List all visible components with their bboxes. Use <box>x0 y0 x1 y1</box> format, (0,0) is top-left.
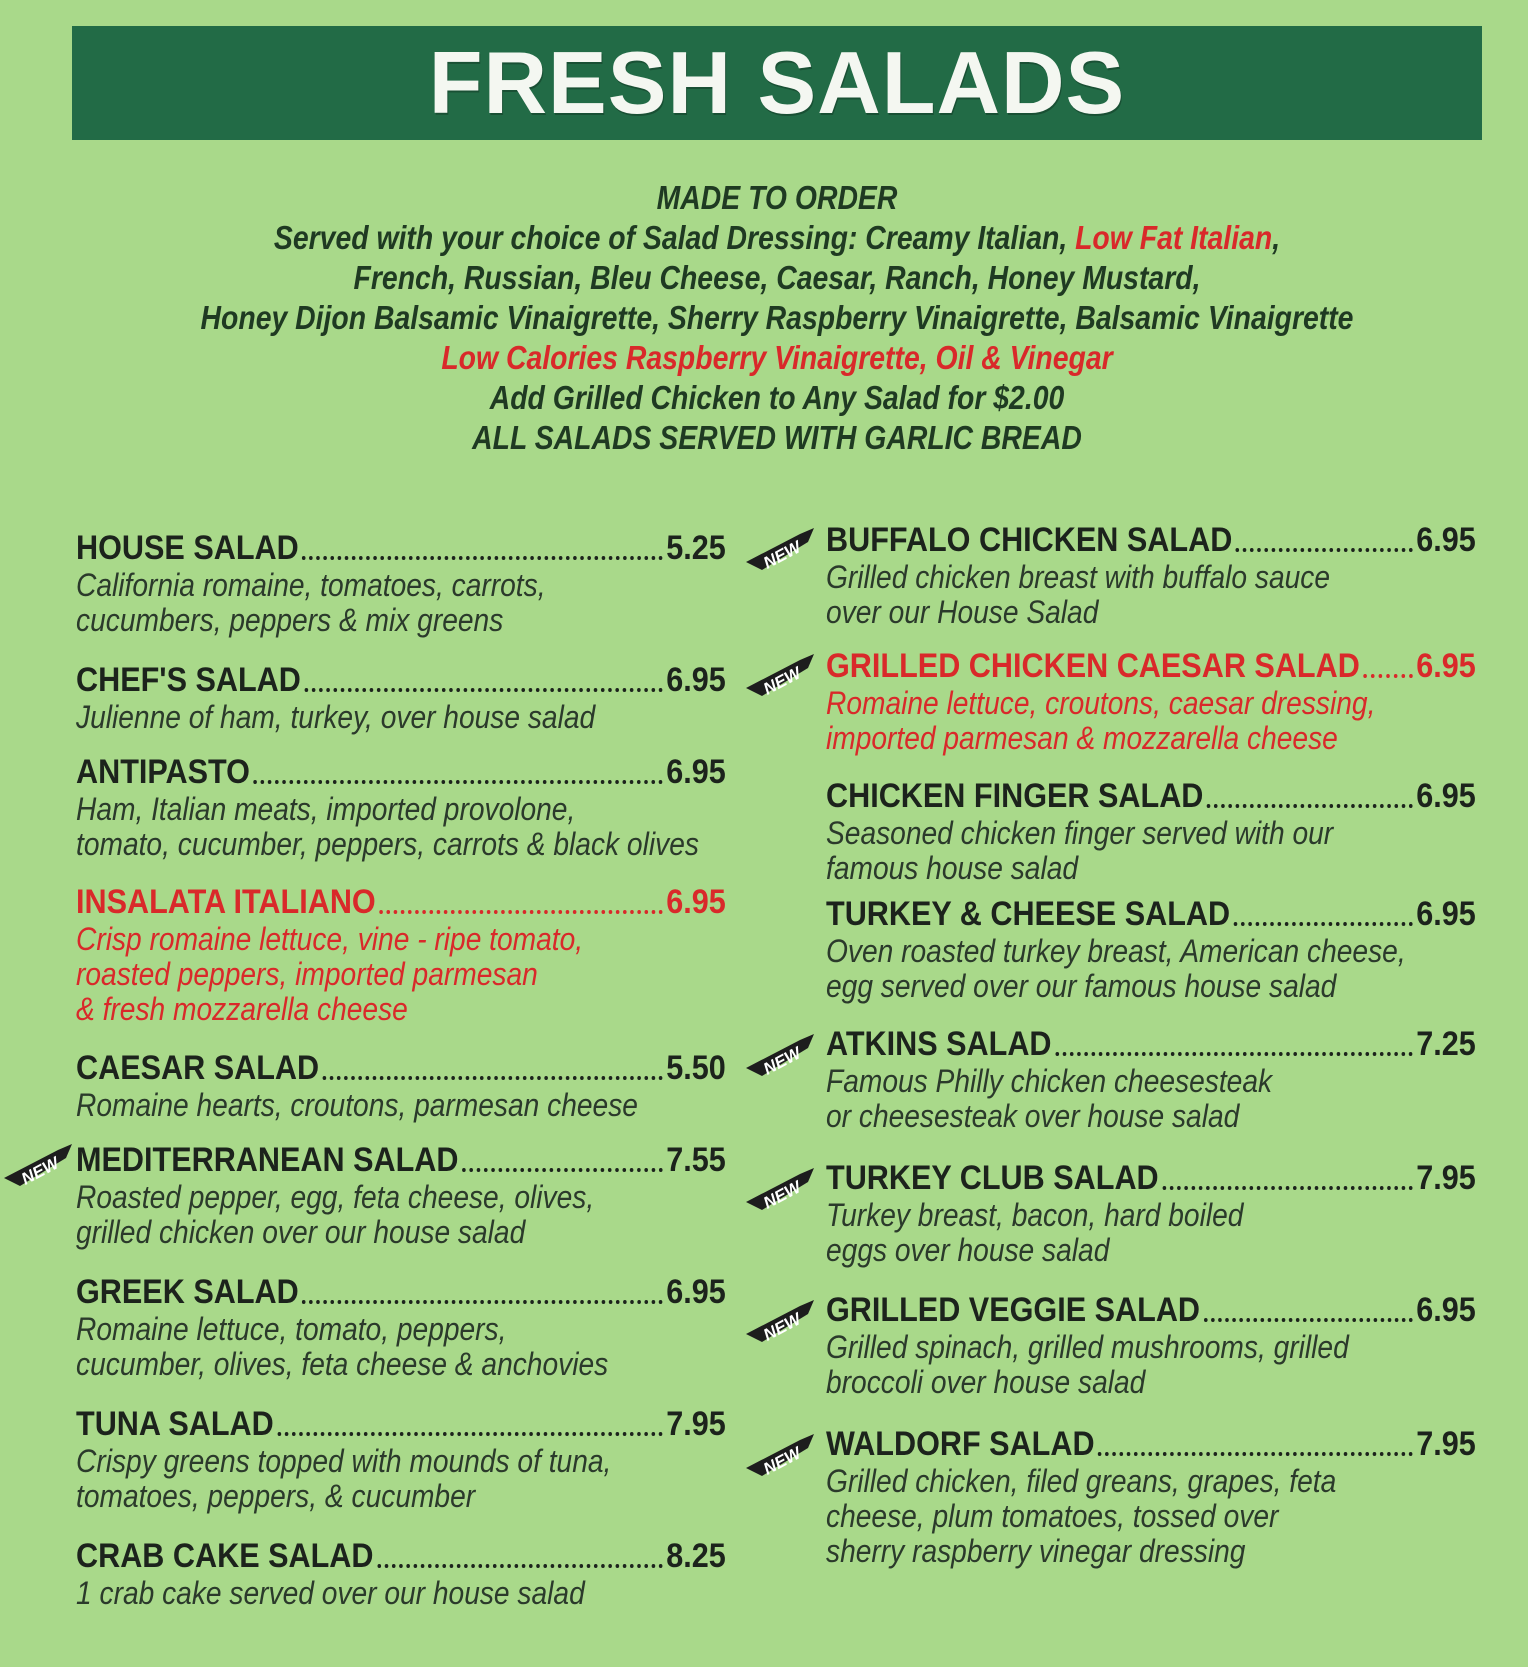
item-description: cucumber, olives, feta cheese & anchovies <box>76 1346 609 1382</box>
item-price: 8.25 <box>666 1537 726 1575</box>
menu-item <box>826 1158 1476 1268</box>
item-description: Roasted pepper, egg, feta cheese, olives, <box>76 1179 595 1215</box>
garlic-bread-note: ALL SALADS SERVED WITH GARLIC BREAD <box>472 419 1082 456</box>
item-price: 6.95 <box>1416 895 1476 933</box>
leader-dots <box>254 780 663 784</box>
item-description: egg served over our famous house salad <box>826 968 1337 1004</box>
item-description: imported parmesan & mozzarella cheese <box>826 720 1338 756</box>
menu-item <box>76 1536 726 1611</box>
header-banner <box>72 26 1482 140</box>
leader-dots <box>1234 922 1413 926</box>
menu-item <box>826 894 1476 1004</box>
item-name: CHEF'S SALAD <box>76 661 301 699</box>
item-description: Crisp romaine lettuce, vine - ripe tomato, <box>76 921 584 957</box>
new-badge-icon <box>742 1296 822 1348</box>
item-name: MEDITERRANEAN SALAD <box>76 1141 459 1179</box>
item-description: Oven roasted turkey breast, American cheese, <box>826 933 1406 969</box>
svg-text:NEW: NEW <box>760 1043 805 1079</box>
menu-item <box>76 882 726 1027</box>
leader-dots <box>302 556 662 560</box>
item-description: grilled chicken over our house salad <box>76 1214 526 1250</box>
item-price: 7.95 <box>1416 1425 1476 1463</box>
svg-text:NEW: NEW <box>760 537 805 573</box>
svg-text:NEW: NEW <box>760 1177 805 1213</box>
leader-dots <box>1204 1318 1413 1322</box>
intro-block <box>171 178 1384 458</box>
page-title: FRESH SALADS <box>428 33 1126 132</box>
leader-dots <box>377 1564 663 1568</box>
item-price: 6.95 <box>1416 521 1476 559</box>
leader-dots <box>1098 1452 1412 1456</box>
svg-text:NEW: NEW <box>18 1153 63 1189</box>
item-price: 5.50 <box>666 1049 726 1087</box>
item-description: roasted peppers, imported parmesan <box>76 956 538 992</box>
leader-dots <box>1207 804 1413 808</box>
new-badge-icon <box>742 650 822 702</box>
dressing-line-1-c: , <box>1272 219 1281 256</box>
item-name: CHICKEN FINGER SALAD <box>826 777 1204 815</box>
leader-dots <box>323 1076 663 1080</box>
item-description: broccoli over house salad <box>826 1364 1146 1400</box>
dressing-line-1 <box>171 218 1384 258</box>
leader-dots <box>302 1300 662 1304</box>
item-description: Ham, Italian meats, imported provolone, <box>76 791 576 827</box>
leader-dots <box>1162 1186 1412 1190</box>
item-description: Famous Philly chicken cheesesteak <box>826 1063 1273 1099</box>
item-price: 5.25 <box>666 529 726 567</box>
leader-dots <box>1363 674 1412 678</box>
menu-item <box>826 1024 1476 1134</box>
item-description: tomatoes, peppers, & cucumber <box>76 1478 476 1514</box>
leader-dots <box>304 688 662 692</box>
svg-text:NEW: NEW <box>760 663 805 699</box>
item-name: WALDORF SALAD <box>826 1425 1095 1463</box>
dressing-line-1-b: Low Fat Italian <box>1075 219 1273 256</box>
item-description: & fresh mozzarella cheese <box>76 991 408 1027</box>
menu-item <box>826 646 1476 756</box>
dressing-line-4: Low Calories Raspberry Vinaigrette, Oil & Vinegar <box>441 339 1113 376</box>
item-description: over our House Salad <box>826 594 1099 630</box>
item-price: 6.95 <box>1416 647 1476 685</box>
new-badge-icon <box>0 1140 80 1192</box>
item-description: Romaine hearts, croutons, parmesan cheese <box>76 1087 638 1123</box>
svg-text:NEW: NEW <box>760 1309 805 1345</box>
leader-dots <box>277 1432 662 1436</box>
dressing-line-1-a: Served with your choice of Salad Dressing: Creamy Italian, <box>273 219 1076 256</box>
chicken-addon: Add Grilled Chicken to Any Salad for $2.00 <box>489 379 1065 416</box>
item-price: 7.95 <box>1416 1159 1476 1197</box>
new-badge-icon <box>742 1164 822 1216</box>
item-name: GRILLED CHICKEN CAESAR SALAD <box>826 647 1360 685</box>
item-description: California romaine, tomatoes, carrots, <box>76 567 546 603</box>
item-description: sherry raspberry vinegar dressing <box>826 1533 1246 1569</box>
dressing-line-2: French, Russian, Bleu Cheese, Caesar, Ranch, Honey Mustard, <box>353 259 1201 296</box>
menu-item <box>76 1272 726 1382</box>
new-badge-icon <box>742 524 822 576</box>
menu-item <box>826 776 1476 886</box>
item-description: Crispy greens topped with mounds of tuna, <box>76 1443 612 1479</box>
menu-item <box>826 1290 1476 1400</box>
item-description: Grilled spinach, grilled mushrooms, grilled <box>826 1329 1349 1365</box>
item-description: cheese, plum tomatoes, tossed over <box>826 1498 1279 1534</box>
menu-item <box>76 1404 726 1514</box>
svg-text:NEW: NEW <box>760 1443 805 1479</box>
item-name: GREEK SALAD <box>76 1273 299 1311</box>
item-name: CAESAR SALAD <box>76 1049 320 1087</box>
item-price: 6.95 <box>666 661 726 699</box>
item-name: CRAB CAKE SALAD <box>76 1537 374 1575</box>
item-price: 6.95 <box>666 1273 726 1311</box>
item-description: tomato, cucumber, peppers, carrots & black olives <box>76 826 699 862</box>
item-price: 6.95 <box>1416 1291 1476 1329</box>
item-description: Grilled chicken breast with buffalo sauce <box>826 559 1331 595</box>
item-description: or cheesesteak over house salad <box>826 1098 1240 1134</box>
item-description: Romaine lettuce, tomato, peppers, <box>76 1311 507 1347</box>
item-description: eggs over house salad <box>826 1232 1110 1268</box>
leader-dots <box>1055 1052 1412 1056</box>
item-price: 6.95 <box>1416 777 1476 815</box>
menu-item <box>826 520 1476 630</box>
item-name: TURKEY & CHEESE SALAD <box>826 895 1231 933</box>
menu-item <box>76 1140 726 1250</box>
item-description: cucumbers, peppers & mix greens <box>76 602 504 638</box>
item-description: famous house salad <box>826 850 1079 886</box>
dressing-line-3: Honey Dijon Balsamic Vinaigrette, Sherry Raspberry Vinaigrette, Balsamic Vinaigrette <box>200 299 1354 336</box>
item-name: BUFFALO CHICKEN SALAD <box>826 521 1233 559</box>
item-description: Romaine lettuce, croutons, caesar dressing, <box>826 685 1376 721</box>
item-price: 7.95 <box>666 1405 726 1443</box>
item-description: Julienne of ham, turkey, over house salad <box>76 699 596 735</box>
item-description: Grilled chicken, filed greans, grapes, feta <box>826 1463 1337 1499</box>
item-description: Turkey breast, bacon, hard boiled <box>826 1197 1244 1233</box>
item-name: INSALATA ITALIANO <box>76 883 376 921</box>
menu-item <box>826 1424 1476 1569</box>
item-name: ANTIPASTO <box>76 753 250 791</box>
item-price: 7.55 <box>666 1141 726 1179</box>
item-description: 1 crab cake served over our house salad <box>76 1575 585 1611</box>
new-badge-icon <box>742 1430 822 1482</box>
item-price: 6.95 <box>666 753 726 791</box>
item-name: ATKINS SALAD <box>826 1025 1052 1063</box>
item-description: Seasoned chicken finger served with our <box>826 815 1334 851</box>
menu-item <box>76 752 726 862</box>
menu-item <box>76 1048 726 1123</box>
item-name: TURKEY CLUB SALAD <box>826 1159 1159 1197</box>
menu-item <box>76 528 726 638</box>
new-badge-icon <box>742 1030 822 1082</box>
item-name: HOUSE SALAD <box>76 529 299 567</box>
made-to-order: MADE TO ORDER <box>656 179 898 216</box>
menu-item <box>76 660 726 735</box>
leader-dots <box>462 1168 663 1172</box>
leader-dots <box>1236 548 1413 552</box>
item-name: TUNA SALAD <box>76 1405 274 1443</box>
item-price: 7.25 <box>1416 1025 1476 1063</box>
item-price: 6.95 <box>666 883 726 921</box>
leader-dots <box>379 910 662 914</box>
item-name: GRILLED VEGGIE SALAD <box>826 1291 1201 1329</box>
